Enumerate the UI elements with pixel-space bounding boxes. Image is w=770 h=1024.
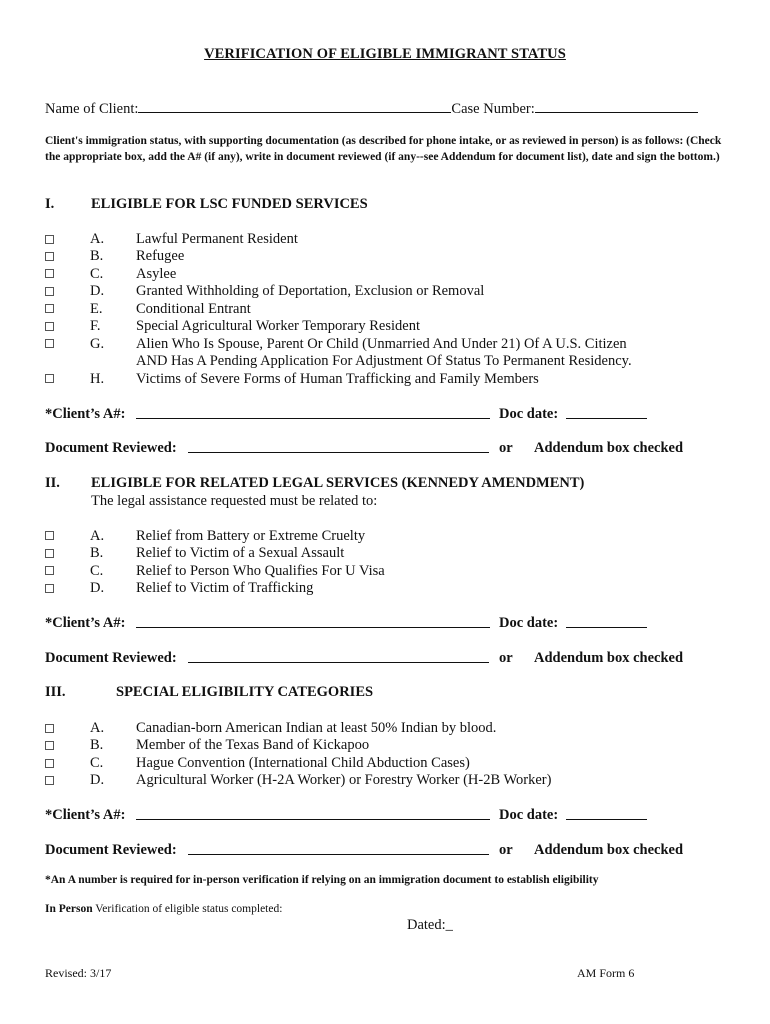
addendum-label-1: Addendum box checked [534, 440, 684, 456]
section-1-heading: ELIGIBLE FOR LSC FUNDED SERVICES [91, 196, 368, 212]
addendum-label-2: Addendum box checked [534, 650, 684, 666]
client-a-number-label-1: *Client’s A#: [45, 406, 126, 422]
item-text: Relief to Person Who Qualifies For U Visa [136, 563, 385, 579]
document-reviewed-field-2[interactable] [188, 650, 489, 663]
addendum-label-3: Addendum box checked [534, 842, 684, 858]
section-3-heading: SPECIAL ELIGIBILITY CATEGORIES [116, 684, 374, 700]
item-letter: D. [90, 772, 105, 788]
or-label-2: or [499, 650, 513, 666]
checkbox-3a[interactable] [45, 724, 54, 733]
checkbox-1f[interactable] [45, 322, 54, 331]
form-title: VERIFICATION OF ELIGIBLE IMMIGRANT STATUS [204, 46, 566, 62]
item-letter: D. [90, 283, 105, 299]
checkbox-3b[interactable] [45, 741, 54, 750]
item-text: Relief to Victim of Trafficking [136, 580, 314, 596]
revised-date: Revised: 3/17 [45, 966, 112, 980]
or-label-1: or [499, 440, 513, 456]
item-text: Refugee [136, 248, 185, 264]
item-letter: B. [90, 737, 104, 753]
checkbox-2b[interactable] [45, 549, 54, 558]
item-text: Member of the Texas Band of Kickapoo [136, 737, 370, 753]
doc-date-field-3[interactable] [566, 807, 647, 820]
checkbox-3c[interactable] [45, 759, 54, 768]
document-reviewed-label-3: Document Reviewed: [45, 842, 177, 858]
a-number-requirement-note: *An A number is required for in-person verification if relying on an immigration document to establish eligibility [45, 874, 599, 886]
checkbox-1g[interactable] [45, 339, 54, 348]
item-text: Canadian-born American Indian at least 50% Indian by blood. [136, 720, 497, 736]
case-number-label: Case Number: [451, 101, 535, 117]
instructions-paragraph: Client's immigration status, with supporting documentation (as described for phone intake, or as reviewed in person) is as follows: (Check the appropriate box, add the A# (if any), write in document reviewed (if any--see Addendum for document list), date and sign the bottom.) [45, 135, 722, 163]
checkbox-2c[interactable] [45, 566, 54, 575]
item-text: Special Agricultural Worker Temporary Resident [136, 318, 420, 334]
item-text-continued: AND Has A Pending Application For Adjustment Of Status To Permanent Residency. [136, 353, 632, 369]
checkbox-2d[interactable] [45, 584, 54, 593]
dated-field[interactable]: Dated:_ [407, 917, 453, 933]
document-reviewed-label-1: Document Reviewed: [45, 440, 177, 456]
item-text: Relief from Battery or Extreme Cruelty [136, 528, 366, 544]
checkbox-1a[interactable] [45, 235, 54, 244]
item-letter: F. [90, 318, 101, 334]
item-text: Granted Withholding of Deportation, Exclusion or Removal [136, 283, 485, 299]
item-letter: A. [90, 528, 105, 544]
item-letter: B. [90, 545, 104, 561]
item-letter: G. [90, 336, 105, 352]
doc-date-label-2: Doc date: [499, 615, 559, 631]
or-label-3: or [499, 842, 513, 858]
section-3-numeral: III. [45, 684, 66, 700]
item-text: Lawful Permanent Resident [136, 231, 298, 247]
in-person-label: In Person [45, 903, 93, 915]
item-letter: E. [90, 301, 103, 317]
item-letter: H. [90, 371, 105, 387]
item-text: Conditional Entrant [136, 301, 251, 317]
section-1-numeral: I. [45, 196, 55, 212]
case-number-field[interactable] [535, 100, 698, 113]
item-text: Victims of Severe Forms of Human Trafficking and Family Members [136, 371, 539, 387]
document-reviewed-field-3[interactable] [188, 842, 489, 855]
doc-date-label-3: Doc date: [499, 807, 559, 823]
client-name-label: Name of Client: [45, 101, 139, 117]
doc-date-field-2[interactable] [566, 615, 647, 628]
item-text: Relief to Victim of a Sexual Assault [136, 545, 345, 561]
client-name-row [45, 100, 698, 118]
section-2-numeral: II. [45, 475, 60, 491]
checkbox-1h[interactable] [45, 374, 54, 383]
doc-date-field-1[interactable] [566, 406, 647, 419]
item-text: Asylee [136, 266, 177, 282]
client-name-field[interactable] [138, 100, 451, 113]
item-letter: C. [90, 755, 104, 771]
item-text: Alien Who Is Spouse, Parent Or Child (Unmarried And Under 21) Of A U.S. Citizen [136, 336, 627, 352]
checkbox-2a[interactable] [45, 531, 54, 540]
client-a-number-label-3: *Client’s A#: [45, 807, 126, 823]
checkbox-1c[interactable] [45, 269, 54, 278]
form-id: AM Form 6 [577, 966, 635, 980]
client-a-number-field-2[interactable] [136, 615, 490, 628]
item-letter: C. [90, 563, 104, 579]
document-reviewed-label-2: Document Reviewed: [45, 650, 177, 666]
document-reviewed-field-1[interactable] [188, 440, 489, 453]
item-text: Agricultural Worker (H-2A Worker) or Forestry Worker (H-2B Worker) [136, 772, 552, 788]
client-a-number-label-2: *Client’s A#: [45, 615, 126, 631]
client-a-number-field-1[interactable] [136, 406, 490, 419]
doc-date-label-1: Doc date: [499, 406, 559, 422]
item-letter: C. [90, 266, 104, 282]
item-letter: A. [90, 720, 105, 736]
in-person-text: Verification of eligible status completed: [95, 903, 283, 915]
item-text: Hague Convention (International Child Abduction Cases) [136, 755, 470, 771]
checkbox-1e[interactable] [45, 304, 54, 313]
in-person-verification-line [45, 903, 282, 915]
checkbox-1d[interactable] [45, 287, 54, 296]
client-a-number-field-3[interactable] [136, 807, 490, 820]
section-2-heading: ELIGIBLE FOR RELATED LEGAL SERVICES (KENNEDY AMENDMENT) [91, 475, 585, 491]
item-letter: A. [90, 231, 105, 247]
section-2-subheading: The legal assistance requested must be related to: [91, 493, 378, 509]
checkbox-1b[interactable] [45, 252, 54, 261]
item-letter: B. [90, 248, 104, 264]
item-letter: D. [90, 580, 105, 596]
checkbox-3d[interactable] [45, 776, 54, 785]
